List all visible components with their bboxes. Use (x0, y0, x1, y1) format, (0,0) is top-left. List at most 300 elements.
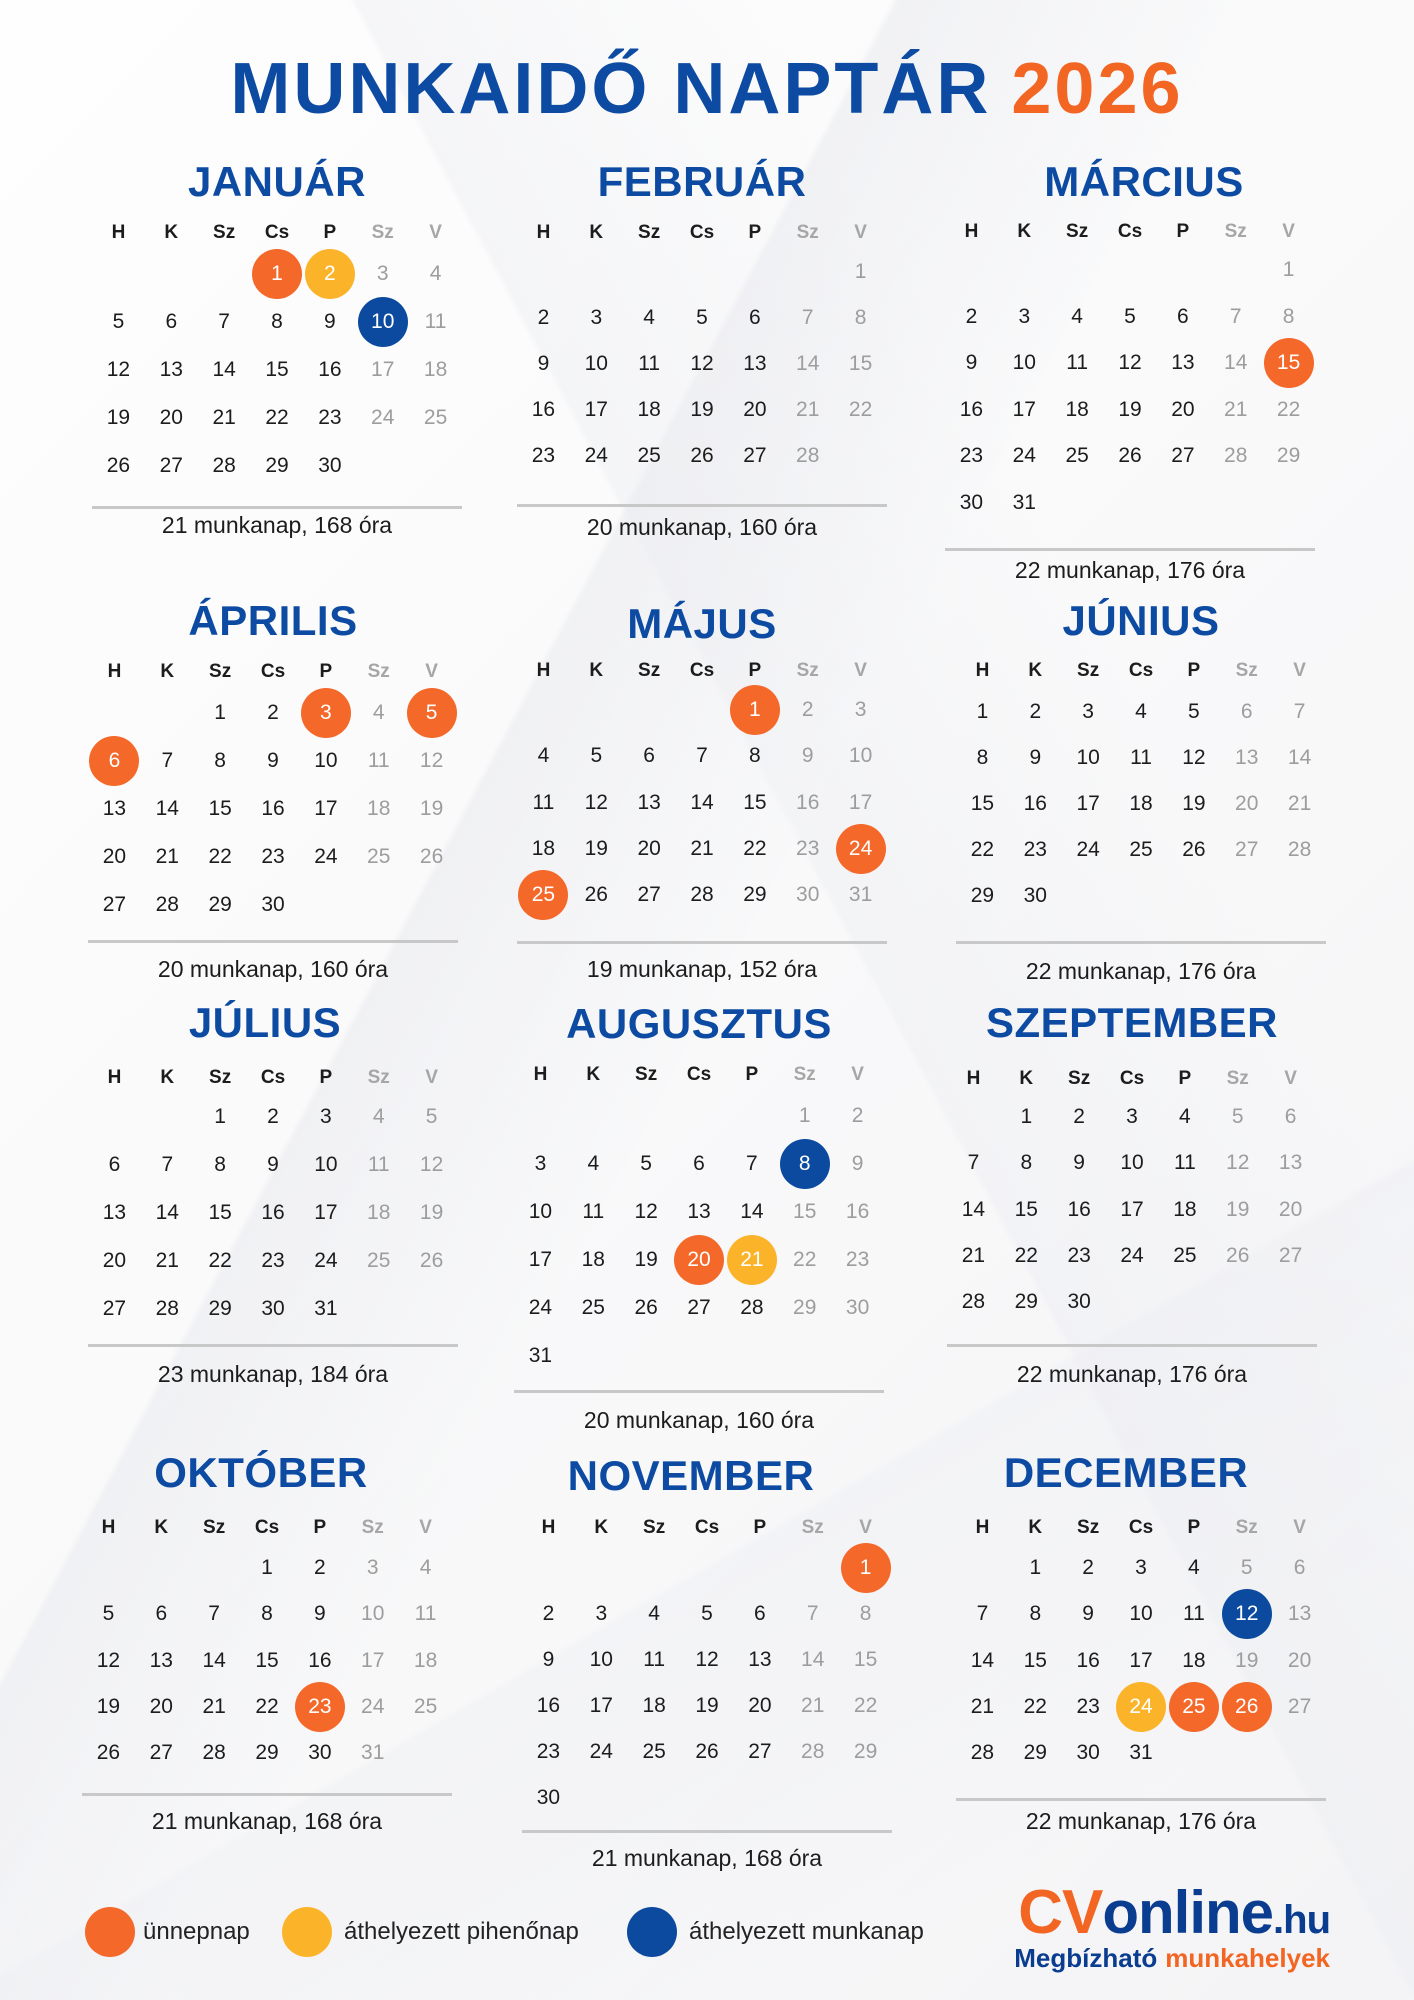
day-cell: 18 (1173, 1197, 1197, 1221)
day-cell: 30 (536, 1786, 561, 1809)
week-row (517, 872, 887, 918)
day-cell: 29 (853, 1740, 878, 1763)
month-summary: 22 munkanap, 176 óra (1014, 557, 1246, 583)
week-row (514, 1236, 884, 1284)
day-cell: 23 (845, 1248, 870, 1271)
day-cell: 8 (1020, 1151, 1033, 1175)
empty-day-cell (1167, 873, 1220, 919)
day-grid (517, 249, 887, 479)
empty-day-cell (673, 1332, 726, 1380)
empty-day-cell (82, 1545, 135, 1591)
day-cell: 1 (798, 1104, 811, 1127)
day-cell: 5 (1124, 304, 1136, 328)
moved-workday-cell: 12 (1220, 1591, 1273, 1637)
empty-day-cell (352, 881, 405, 929)
week-row (88, 881, 458, 929)
weekday-label: H (536, 222, 551, 243)
day-cell: 22 (743, 836, 767, 860)
day-cell: 14 (961, 1197, 986, 1221)
empty-day-cell (947, 1094, 1000, 1140)
weekday-label: Sz (361, 1517, 384, 1538)
day-cell: 7 (208, 1602, 220, 1626)
day-cell: 13 (637, 790, 661, 814)
day-cell: 2 (267, 701, 279, 724)
weekday-label: Sz (367, 661, 390, 682)
month-summary: 22 munkanap, 176 óra (1016, 1361, 1248, 1387)
day-cell: 19 (1182, 792, 1206, 815)
day-cell: 26 (419, 845, 444, 868)
day-cell: 10 (1120, 1151, 1144, 1175)
day-cell: 28 (970, 1741, 995, 1765)
day-cell: 25 (637, 444, 661, 467)
moved-rest-day-cell: 2 (303, 250, 356, 298)
day-cell: 7 (696, 744, 708, 768)
empty-day-cell (945, 247, 998, 294)
day-cell: 12 (106, 358, 131, 381)
day-cell: 12 (1226, 1151, 1250, 1175)
holiday-day-cell: 1 (839, 1545, 892, 1591)
day-cell: 7 (1293, 700, 1306, 723)
day-cell: 12 (96, 1648, 121, 1672)
empty-day-cell (1273, 1730, 1326, 1776)
empty-day-cell (1158, 1279, 1211, 1325)
day-cell: 18 (531, 836, 556, 860)
day-cell: 2 (267, 1105, 279, 1128)
day-cell: 31 (848, 883, 873, 907)
day-cell: 15 (743, 790, 767, 814)
day-cell: 24 (1012, 444, 1036, 468)
day-cell: 22 (970, 838, 995, 861)
day-cell: 26 (584, 883, 608, 907)
day-cell: 20 (102, 845, 127, 868)
day-cell: 22 (853, 1694, 878, 1717)
weekday-label: P (1176, 221, 1190, 242)
weekday-label: H (101, 1517, 116, 1538)
day-cell: 3 (366, 1556, 379, 1580)
month-summary: 21 munkanap, 168 óra (161, 512, 393, 538)
day-cell: 31 (528, 1344, 553, 1367)
day-cell: 4 (429, 262, 442, 285)
day-cell: 22 (1014, 1243, 1038, 1267)
day-cell: 17 (371, 358, 395, 381)
day-cell: 11 (1130, 746, 1152, 769)
weekday-label: Cs (694, 1517, 720, 1538)
day-cell: 2 (1029, 700, 1042, 723)
weekday-label: Cs (686, 1064, 712, 1085)
day-cell: 10 (361, 1602, 385, 1626)
day-cell: 11 (424, 310, 447, 333)
day-cell: 25 (367, 845, 391, 868)
week-row (947, 1233, 1317, 1279)
day-cell: 19 (1226, 1197, 1250, 1221)
week-row (945, 294, 1315, 341)
day-cell: 29 (265, 454, 289, 477)
week-row (82, 1591, 452, 1637)
day-cell: 15 (1014, 1197, 1038, 1221)
month-title: JÚNIUS (1062, 597, 1220, 644)
day-cell: 23 (1023, 838, 1047, 861)
day-cell: 25 (367, 1249, 391, 1272)
week-row (82, 1730, 452, 1776)
day-cell: 8 (271, 310, 283, 333)
divider (956, 941, 1326, 944)
day-cell: 9 (267, 749, 279, 772)
day-cell: 28 (690, 883, 714, 907)
month-summary: 23 munkanap, 184 óra (157, 1361, 389, 1387)
empty-day-cell (399, 1730, 452, 1776)
day-cell: 11 (1066, 351, 1089, 375)
day-cell: 21 (801, 1694, 825, 1717)
day-cell: 28 (155, 1297, 179, 1320)
week-row (92, 298, 462, 346)
day-cell: 22 (793, 1248, 817, 1271)
empty-day-cell (620, 1092, 673, 1140)
empty-day-cell (141, 1093, 194, 1141)
holiday-legend-dot (85, 1907, 135, 1957)
weekday-label: H (107, 661, 122, 682)
day-cell: 17 (1076, 792, 1100, 815)
week-row (517, 295, 887, 341)
day-cell: 13 (748, 1648, 772, 1671)
month-summary: 21 munkanap, 168 óra (591, 1845, 823, 1871)
divider (947, 1344, 1317, 1347)
empty-day-cell (725, 1332, 778, 1380)
week-row (517, 780, 887, 826)
day-cell: 20 (1235, 792, 1259, 815)
day-cell: 8 (261, 1602, 273, 1626)
day-cell: 8 (749, 744, 761, 768)
day-cell: 19 (1118, 397, 1142, 421)
day-cell: 18 (642, 1694, 666, 1717)
moved-rest-day-cell: 24 (1115, 1684, 1168, 1730)
empty-day-cell (831, 1332, 884, 1380)
day-cell: 26 (96, 1741, 121, 1765)
week-row (88, 1093, 458, 1141)
day-cell: 24 (584, 444, 608, 467)
empty-day-cell (1051, 247, 1104, 294)
month-title: NOVEMBER (567, 1452, 815, 1499)
moved-workday-cell: 8 (778, 1140, 831, 1188)
day-cell: 29 (208, 1297, 232, 1320)
empty-day-cell (514, 1092, 567, 1140)
day-cell: 22 (848, 398, 873, 421)
week-row (956, 827, 1326, 873)
day-cell: 25 (1129, 838, 1153, 861)
day-grid (88, 1093, 458, 1333)
day-cell: 5 (1240, 1556, 1253, 1580)
day-cell: 12 (1118, 351, 1142, 375)
day-cell: 13 (1287, 1602, 1312, 1626)
day-cell: 19 (96, 1694, 121, 1718)
holiday-day-cell: 20 (673, 1236, 726, 1284)
day-cell: 16 (1076, 1648, 1100, 1672)
weekday-label: Sz (1077, 660, 1100, 681)
weekday-label: Sz (209, 1067, 232, 1088)
weekday-label: P (1187, 660, 1201, 681)
day-cell: 5 (102, 1602, 115, 1626)
empty-day-cell (522, 1545, 575, 1591)
empty-day-cell (1211, 1279, 1264, 1325)
week-row (514, 1188, 884, 1236)
empty-day-cell (1106, 1279, 1159, 1325)
day-cell: 12 (634, 1200, 658, 1223)
moved-rest-day-legend-label: áthelyezett pihenőnap (344, 1918, 579, 1945)
day-cell: 18 (1129, 792, 1153, 815)
day-cell: 5 (1231, 1105, 1244, 1129)
weekday-label: P (313, 1517, 327, 1538)
day-cell: 4 (372, 701, 385, 724)
day-cell: 27 (1235, 838, 1259, 861)
day-cell: 6 (155, 1602, 168, 1626)
day-cell: 14 (212, 358, 236, 381)
day-cell: 22 (265, 406, 289, 429)
divider (82, 1793, 452, 1796)
empty-day-cell (517, 249, 570, 295)
day-cell: 20 (102, 1249, 127, 1272)
day-cell: 24 (314, 1249, 338, 1272)
weekday-label: H (541, 1517, 556, 1538)
empty-day-cell (198, 250, 251, 298)
day-cell: 23 (536, 1740, 561, 1763)
day-cell: 8 (1282, 304, 1295, 328)
day-cell: 30 (318, 454, 342, 477)
empty-day-cell (575, 1545, 628, 1591)
weekday-label: Cs (689, 660, 715, 681)
weekday-label: K (1028, 660, 1043, 681)
week-row (956, 689, 1326, 735)
day-cell: 14 (155, 797, 179, 820)
day-cell: 15 (848, 352, 873, 375)
day-cell: 18 (413, 1648, 438, 1672)
day-cell: 3 (595, 1602, 608, 1625)
week-row (82, 1545, 452, 1591)
week-row (947, 1279, 1317, 1325)
day-cell: 17 (1120, 1197, 1144, 1221)
day-cell: 30 (261, 893, 285, 916)
week-row (88, 1285, 458, 1333)
day-cell: 3 (534, 1152, 547, 1175)
day-cell: 23 (261, 1249, 285, 1272)
empty-day-cell (620, 1332, 673, 1380)
day-cell: 28 (961, 1290, 986, 1314)
month-title: JANUÁR (187, 158, 366, 205)
day-cell: 20 (748, 1694, 772, 1717)
weekday-label: K (160, 1067, 175, 1088)
day-cell: 27 (102, 1297, 127, 1320)
day-cell: 15 (793, 1200, 817, 1223)
day-cell: 29 (1276, 444, 1301, 468)
day-cell: 23 (261, 845, 285, 868)
day-cell: 14 (801, 1648, 825, 1671)
day-cell: 14 (1287, 746, 1312, 769)
day-cell: 4 (372, 1105, 385, 1128)
divider (945, 548, 1315, 551)
weekday-label: P (745, 1064, 759, 1085)
day-cell: 9 (965, 351, 978, 375)
day-cell: 16 (959, 397, 984, 421)
weekday-label: Sz (371, 222, 394, 243)
day-cell: 25 (581, 1296, 605, 1319)
day-cell: 18 (367, 797, 391, 820)
day-cell: 17 (528, 1248, 553, 1271)
weekday-label: H (966, 1068, 981, 1089)
day-cell: 7 (218, 310, 230, 333)
moved-workday-legend-label: áthelyezett munkanap (689, 1918, 924, 1945)
week-row (517, 433, 887, 479)
day-cell: 31 (1129, 1741, 1153, 1765)
day-cell: 9 (267, 1153, 279, 1176)
weekday-label: Sz (1066, 221, 1089, 242)
weekday-label: H (536, 660, 551, 681)
week-row (956, 1730, 1326, 1776)
day-cell: 3 (320, 1105, 332, 1128)
week-row (947, 1140, 1317, 1186)
empty-day-cell (88, 1093, 141, 1141)
day-cell: 3 (854, 698, 867, 722)
day-cell: 29 (743, 883, 767, 907)
day-cell: 4 (1135, 700, 1147, 723)
empty-day-cell (733, 1775, 786, 1821)
week-row (956, 1591, 1326, 1637)
day-cell: 5 (112, 310, 125, 333)
day-cell: 30 (1067, 1290, 1091, 1314)
week-row (517, 387, 887, 433)
day-cell: 27 (748, 1740, 772, 1763)
day-cell: 26 (690, 444, 714, 467)
empty-day-cell (1220, 1730, 1273, 1776)
empty-day-cell (1220, 873, 1273, 919)
day-cell: 10 (589, 1648, 613, 1671)
week-row (956, 1545, 1326, 1591)
day-cell: 14 (202, 1648, 226, 1672)
empty-day-cell (781, 249, 834, 295)
day-cell: 24 (361, 1694, 385, 1718)
day-cell: 15 (208, 797, 232, 820)
empty-day-cell (145, 250, 198, 298)
day-cell: 6 (754, 1602, 766, 1625)
day-cell: 8 (214, 749, 226, 772)
empty-day-cell (1209, 247, 1262, 294)
tagline-left: Megbízható (1014, 1943, 1158, 1973)
day-cell: 11 (532, 790, 555, 814)
day-cell: 27 (743, 444, 767, 467)
week-row (956, 1684, 1326, 1730)
day-cell: 17 (848, 790, 873, 814)
day-cell: 9 (801, 744, 814, 768)
day-cell: 9 (324, 310, 336, 333)
day-cell: 10 (848, 744, 873, 768)
weekday-label: K (589, 660, 604, 681)
day-cell: 26 (695, 1740, 719, 1763)
week-row (947, 1094, 1317, 1140)
weekday-label: Sz (1068, 1068, 1091, 1089)
day-cell: 20 (159, 406, 183, 429)
holiday-day-cell: 1 (251, 250, 304, 298)
weekday-header (92, 218, 462, 248)
holiday-day-cell: 24 (834, 826, 887, 872)
week-row (88, 689, 458, 737)
day-cell: 19 (690, 398, 714, 421)
week-row (517, 687, 887, 733)
weekday-label: Sz (643, 1517, 666, 1538)
day-grid (82, 1545, 452, 1776)
day-cell: 4 (643, 306, 655, 329)
empty-day-cell (786, 1775, 839, 1821)
day-cell: 27 (637, 883, 661, 907)
weekday-label: V (854, 222, 867, 243)
day-cell: 2 (542, 1602, 555, 1625)
day-cell: 21 (212, 406, 236, 429)
empty-day-cell (356, 442, 409, 490)
day-cell: 17 (314, 1201, 338, 1224)
week-row (947, 1187, 1317, 1233)
weekday-label: H (533, 1064, 548, 1085)
day-cell: 6 (108, 1153, 121, 1176)
week-row (88, 785, 458, 833)
holiday-day-cell: 25 (1167, 1684, 1220, 1730)
day-cell: 28 (801, 1740, 825, 1763)
day-cell: 1 (1020, 1105, 1033, 1129)
week-row (92, 250, 462, 298)
weekday-label: Sz (203, 1517, 226, 1538)
day-cell: 13 (1278, 1151, 1303, 1175)
weekday-header (88, 657, 458, 687)
day-cell: 5 (640, 1152, 652, 1175)
empty-day-cell (956, 1545, 1009, 1591)
weekday-label: P (319, 661, 333, 682)
week-row (956, 1638, 1326, 1684)
week-row (956, 873, 1326, 919)
empty-day-cell (1156, 480, 1209, 527)
weekday-label: H (111, 222, 126, 243)
day-cell: 6 (693, 1152, 705, 1175)
day-cell: 23 (796, 836, 820, 860)
holiday-day-cell: 23 (293, 1684, 346, 1730)
week-row (956, 781, 1326, 827)
weekday-label: Sz (1235, 660, 1258, 681)
day-cell: 2 (1073, 1105, 1085, 1129)
day-cell: 13 (743, 352, 767, 375)
day-cell: 29 (970, 884, 995, 907)
day-cell: 18 (637, 398, 661, 421)
day-cell: 27 (159, 454, 183, 477)
day-cell: 14 (1224, 351, 1248, 375)
legend (0, 1907, 980, 1957)
day-cell: 13 (102, 797, 127, 820)
day-cell: 22 (208, 845, 232, 868)
weekday-label: Sz (796, 222, 819, 243)
day-cell: 1 (1282, 258, 1295, 282)
weekday-header (517, 656, 887, 686)
day-cell: 29 (1023, 1741, 1047, 1765)
day-cell: 9 (851, 1152, 864, 1175)
weekday-label: K (160, 661, 175, 682)
day-cell: 11 (367, 749, 390, 772)
day-cell: 19 (106, 406, 131, 429)
day-cell: 29 (208, 893, 232, 916)
day-cell: 16 (536, 1694, 561, 1717)
day-cell: 26 (1226, 1243, 1250, 1267)
day-cell: 24 (371, 406, 395, 429)
day-cell: 1 (854, 260, 867, 283)
day-cell: 16 (1067, 1197, 1091, 1221)
weekday-header (947, 1064, 1317, 1094)
weekday-label: V (425, 661, 438, 682)
day-cell: 16 (531, 398, 556, 421)
day-cell: 24 (1076, 838, 1100, 861)
day-cell: 20 (149, 1694, 173, 1718)
day-cell: 12 (419, 749, 444, 772)
